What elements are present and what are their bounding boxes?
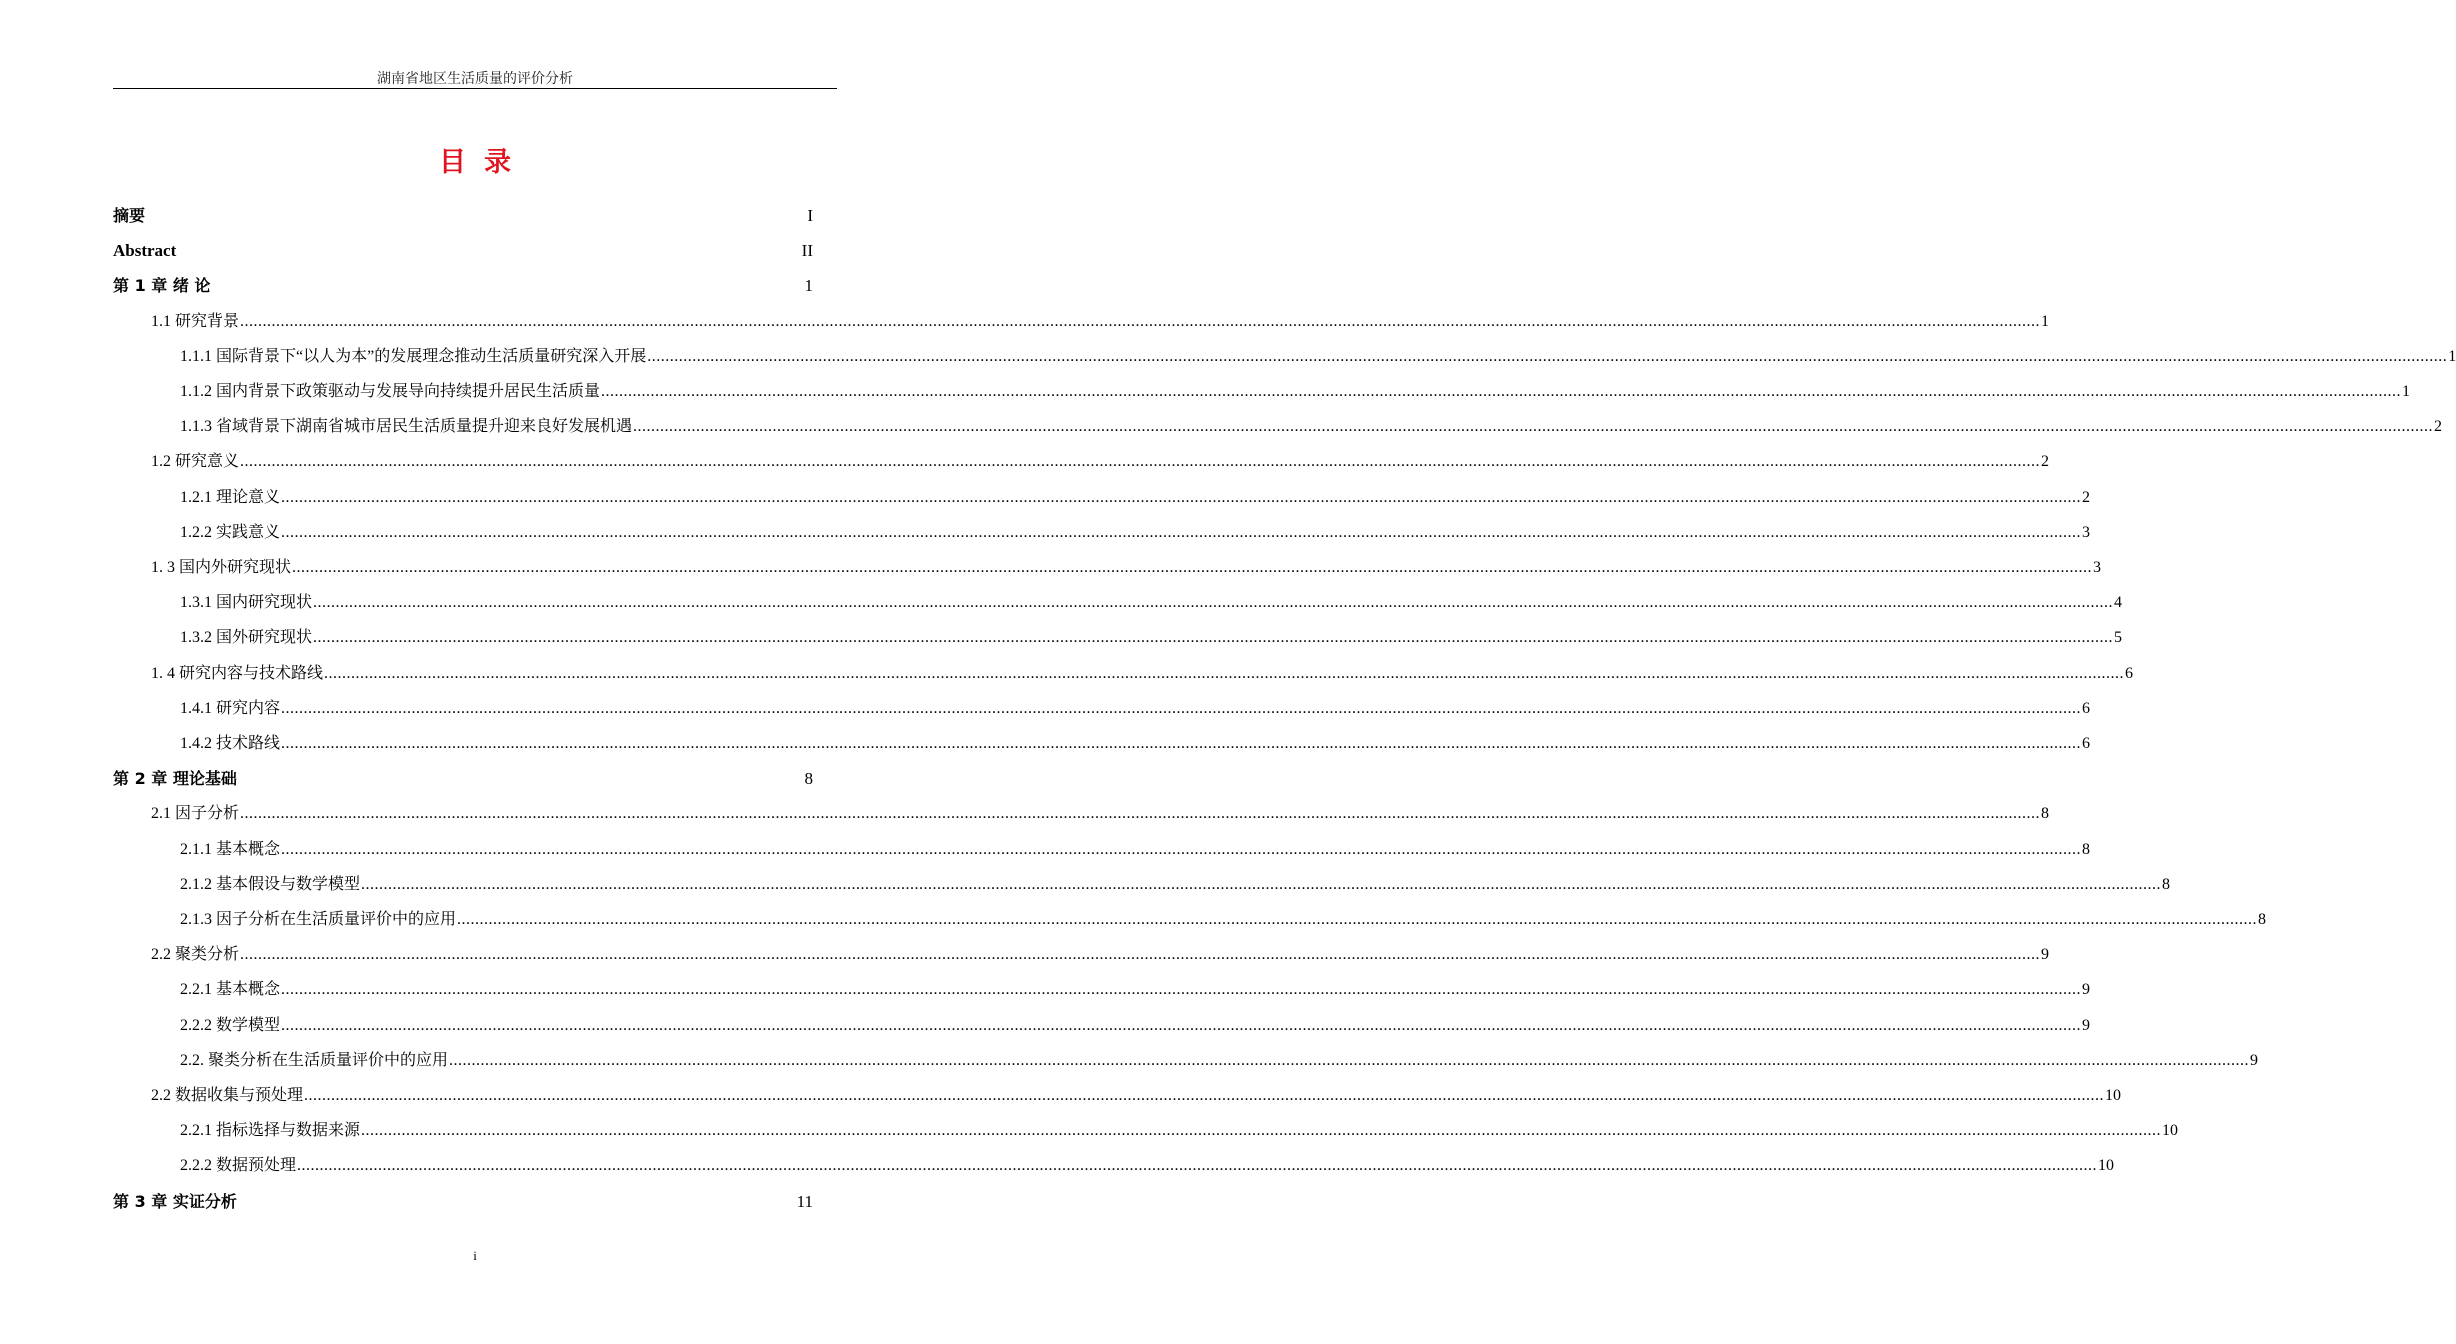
toc-entry-label: 2.1.2 基本假设与数学模型 <box>180 875 361 893</box>
toc-dot-leader: ................................................................................................................................................................................................................................................................................................................................................................................................................ <box>281 981 2082 999</box>
toc-page-number: 10 <box>2105 1087 2122 1104</box>
toc-entry-label: 1.4.1 研究内容 <box>180 699 281 717</box>
toc-dot-leader: ................................................................................................................................................................................................................................................................................................................................................................................................................ <box>457 911 2258 928</box>
toc-section-entry[interactable] <box>151 555 2102 581</box>
toc-page-number: 9 <box>2041 946 2050 964</box>
toc-entry-label: 2.2.1 基本概念 <box>180 981 281 999</box>
toc-page-number: 8 <box>2258 911 2267 928</box>
toc-page-number: 4 <box>2114 594 2123 612</box>
toc-section-entry[interactable] <box>151 1083 2122 1109</box>
toc-page-number: 2 <box>2041 453 2050 471</box>
toc-section-entry[interactable] <box>151 942 2050 968</box>
toc-section-entry[interactable] <box>180 1013 2091 1039</box>
toc-page-number: 3 <box>2082 523 2091 541</box>
toc-title: 目录 <box>439 147 529 178</box>
toc-page-number: 5 <box>2114 629 2123 647</box>
toc-entry-label: 1.1.3 省域背景下湖南省城市居民生活质量提升迎来良好发展机遇 <box>180 418 633 436</box>
toc-section-entry[interactable] <box>151 661 2134 687</box>
toc-entry-label: 1.2 研究意义 <box>151 453 240 471</box>
toc-dot-leader: ................................................................................................................................................................................................................................................................................................................................................................................................................ <box>281 488 2082 506</box>
toc-page-number: 2 <box>2082 488 2091 506</box>
toc-section-entry[interactable] <box>180 731 2091 757</box>
toc-entry-label: 2.1.3 因子分析在生活质量评价中的应用 <box>180 911 457 928</box>
toc-page-number: 8 <box>2041 805 2050 823</box>
toc-page-number: 9 <box>2250 1051 2259 1069</box>
toc-chapter-entry[interactable] <box>113 766 813 792</box>
toc-page-number: 9 <box>2082 981 2091 999</box>
toc-dot-leader: ................................................................................................................................................................................................................................................................................................................................................................................................................ <box>292 559 2093 576</box>
toc-dot-leader: ................................................................................................................................................................................................................................................................................................................................................................................................................ <box>313 629 2114 647</box>
toc-dot-leader: ................................................................................................................................................................................................................................................................................................................................................................................................................ <box>601 383 2402 400</box>
toc-dot-leader: ................................................................................................................................................................................................................................................................................................................................................................................................................ <box>324 664 2125 682</box>
toc-section-entry[interactable] <box>180 1153 2115 1179</box>
toc-section-entry[interactable] <box>151 309 2050 335</box>
toc-entry-label: 第 3 章 实证分析 <box>113 1191 237 1211</box>
toc-page-number: 9 <box>2082 1016 2091 1034</box>
toc-entry-label: 2.2 聚类分析 <box>151 946 240 964</box>
toc-page-number: 11 <box>796 1191 813 1211</box>
toc-page-number: 6 <box>2082 699 2091 717</box>
toc-page-number: 1 <box>2402 383 2411 400</box>
toc-chapter-entry[interactable] <box>113 1189 813 1215</box>
toc-entry-label: 摘要 <box>113 206 146 225</box>
toc-entry-label: 1.2.1 理论意义 <box>180 488 281 506</box>
toc-page-number: 8 <box>2162 875 2171 893</box>
toc-section-entry[interactable] <box>151 801 2050 827</box>
toc-entry-label: 第 1 章 绪 论 <box>113 276 211 296</box>
toc-page-number: 10 <box>2098 1157 2115 1175</box>
toc-dot-leader: ................................................................................................................................................................................................................................................................................................................................................................................................................ <box>281 840 2082 858</box>
toc-entry-label: 1.2.2 实践意义 <box>180 523 281 541</box>
toc-entry-label: Abstract <box>113 241 177 261</box>
toc-page-number: 2 <box>2434 418 2443 436</box>
toc-dot-leader: ................................................................................................................................................................................................................................................................................................................................................................................................................ <box>240 805 2041 823</box>
toc-section-entry[interactable] <box>180 520 2091 546</box>
toc-dot-leader: ................................................................................................................................................................................................................................................................................................................................................................................................................ <box>281 735 2082 752</box>
toc-section-entry[interactable] <box>180 907 2267 933</box>
toc-entry-label: 2.2 数据收集与预处理 <box>151 1087 304 1104</box>
toc-chapter-entry[interactable] <box>113 238 813 264</box>
toc-dot-leader: ................................................................................................................................................................................................................................................................................................................................................................................................................ <box>633 418 2434 436</box>
toc-entry-label: 1.1.1 国际背景下“以人为本”的发展理念推动生活质量研究深入开展 <box>180 347 647 365</box>
toc-dot-leader: ................................................................................................................................................................................................................................................................................................................................................................................................................ <box>361 1122 2162 1140</box>
toc-chapter-entry[interactable] <box>113 273 813 299</box>
toc-dot-leader: ................................................................................................................................................................................................................................................................................................................................................................................................................ <box>449 1051 2250 1069</box>
toc-section-entry[interactable] <box>180 625 2123 651</box>
toc-entry-label: 2.2.2 数据预处理 <box>180 1157 297 1175</box>
toc-entry-label: 2.1 因子分析 <box>151 805 240 823</box>
toc-entry-label: 1.3.1 国内研究现状 <box>180 594 313 612</box>
toc-section-entry[interactable] <box>180 1048 2259 1074</box>
toc-page-number: 3 <box>2093 559 2102 576</box>
toc-entry-label: 1.1.2 国内背景下政策驱动与发展导向持续提升居民生活质量 <box>180 383 601 400</box>
toc-section-entry[interactable] <box>180 379 2411 405</box>
toc-section-entry[interactable] <box>180 344 2456 370</box>
toc-page-number: 10 <box>2162 1122 2179 1140</box>
toc-page-number: I <box>807 206 813 225</box>
toc-page-number: 1 <box>2041 312 2050 330</box>
toc-entry-label: 2.1.1 基本概念 <box>180 840 281 858</box>
toc-entry-label: 1. 4 研究内容与技术路线 <box>151 664 324 682</box>
toc-dot-leader: ................................................................................................................................................................................................................................................................................................................................................................................................................ <box>240 312 2041 330</box>
toc-dot-leader: ................................................................................................................................................................................................................................................................................................................................................................................................................ <box>647 347 2448 365</box>
toc-dot-leader: ................................................................................................................................................................................................................................................................................................................................................................................................................ <box>304 1087 2105 1104</box>
toc-entry-label: 第 2 章 理论基础 <box>113 769 237 789</box>
toc-entry-label: 1. 3 国内外研究现状 <box>151 559 292 576</box>
toc-section-entry[interactable] <box>180 1118 2179 1144</box>
toc-page-number: II <box>801 241 813 261</box>
toc-section-entry[interactable] <box>180 837 2091 863</box>
header-rule <box>113 88 837 89</box>
toc-section-entry[interactable] <box>180 414 2443 440</box>
toc-page-number: 1 <box>2448 347 2456 365</box>
toc-dot-leader: ................................................................................................................................................................................................................................................................................................................................................................................................................ <box>313 594 2114 612</box>
toc-entry-label: 1.1 研究背景 <box>151 312 240 330</box>
toc-section-entry[interactable] <box>180 872 2171 898</box>
toc-page-number: 8 <box>2082 840 2091 858</box>
toc-dot-leader: ................................................................................................................................................................................................................................................................................................................................................................................................................ <box>281 1016 2082 1034</box>
toc-entry-label: 2.2.1 指标选择与数据来源 <box>180 1122 361 1140</box>
toc-entry-label: 1.4.2 技术路线 <box>180 735 281 752</box>
toc-page-number: 8 <box>804 769 813 789</box>
toc-section-entry[interactable] <box>180 485 2091 511</box>
toc-section-entry[interactable] <box>151 449 2050 475</box>
toc-dot-leader: ................................................................................................................................................................................................................................................................................................................................................................................................................ <box>240 453 2041 471</box>
toc-page-number: 6 <box>2125 664 2134 682</box>
toc-dot-leader: ................................................................................................................................................................................................................................................................................................................................................................................................................ <box>361 875 2162 893</box>
running-header: 湖南省地区生活质量的评价分析 <box>377 72 573 87</box>
page-number: i <box>473 1248 477 1263</box>
toc-chapter-entry[interactable] <box>113 203 813 229</box>
toc-entry-label: 1.3.2 国外研究现状 <box>180 629 313 647</box>
toc-dot-leader: ................................................................................................................................................................................................................................................................................................................................................................................................................ <box>281 523 2082 541</box>
toc-page-number: 1 <box>804 276 813 296</box>
toc-dot-leader: ................................................................................................................................................................................................................................................................................................................................................................................................................ <box>281 699 2082 717</box>
toc-entry-label: 2.2.2 数学模型 <box>180 1016 281 1034</box>
toc-dot-leader: ................................................................................................................................................................................................................................................................................................................................................................................................................ <box>297 1157 2098 1175</box>
toc-section-entry[interactable] <box>180 977 2091 1003</box>
toc-page-number: 6 <box>2082 735 2091 752</box>
toc-entry-label: 2.2. 聚类分析在生活质量评价中的应用 <box>180 1051 449 1069</box>
toc-section-entry[interactable] <box>180 590 2123 616</box>
toc-section-entry[interactable] <box>180 696 2091 722</box>
toc-dot-leader: ................................................................................................................................................................................................................................................................................................................................................................................................................ <box>240 946 2041 964</box>
